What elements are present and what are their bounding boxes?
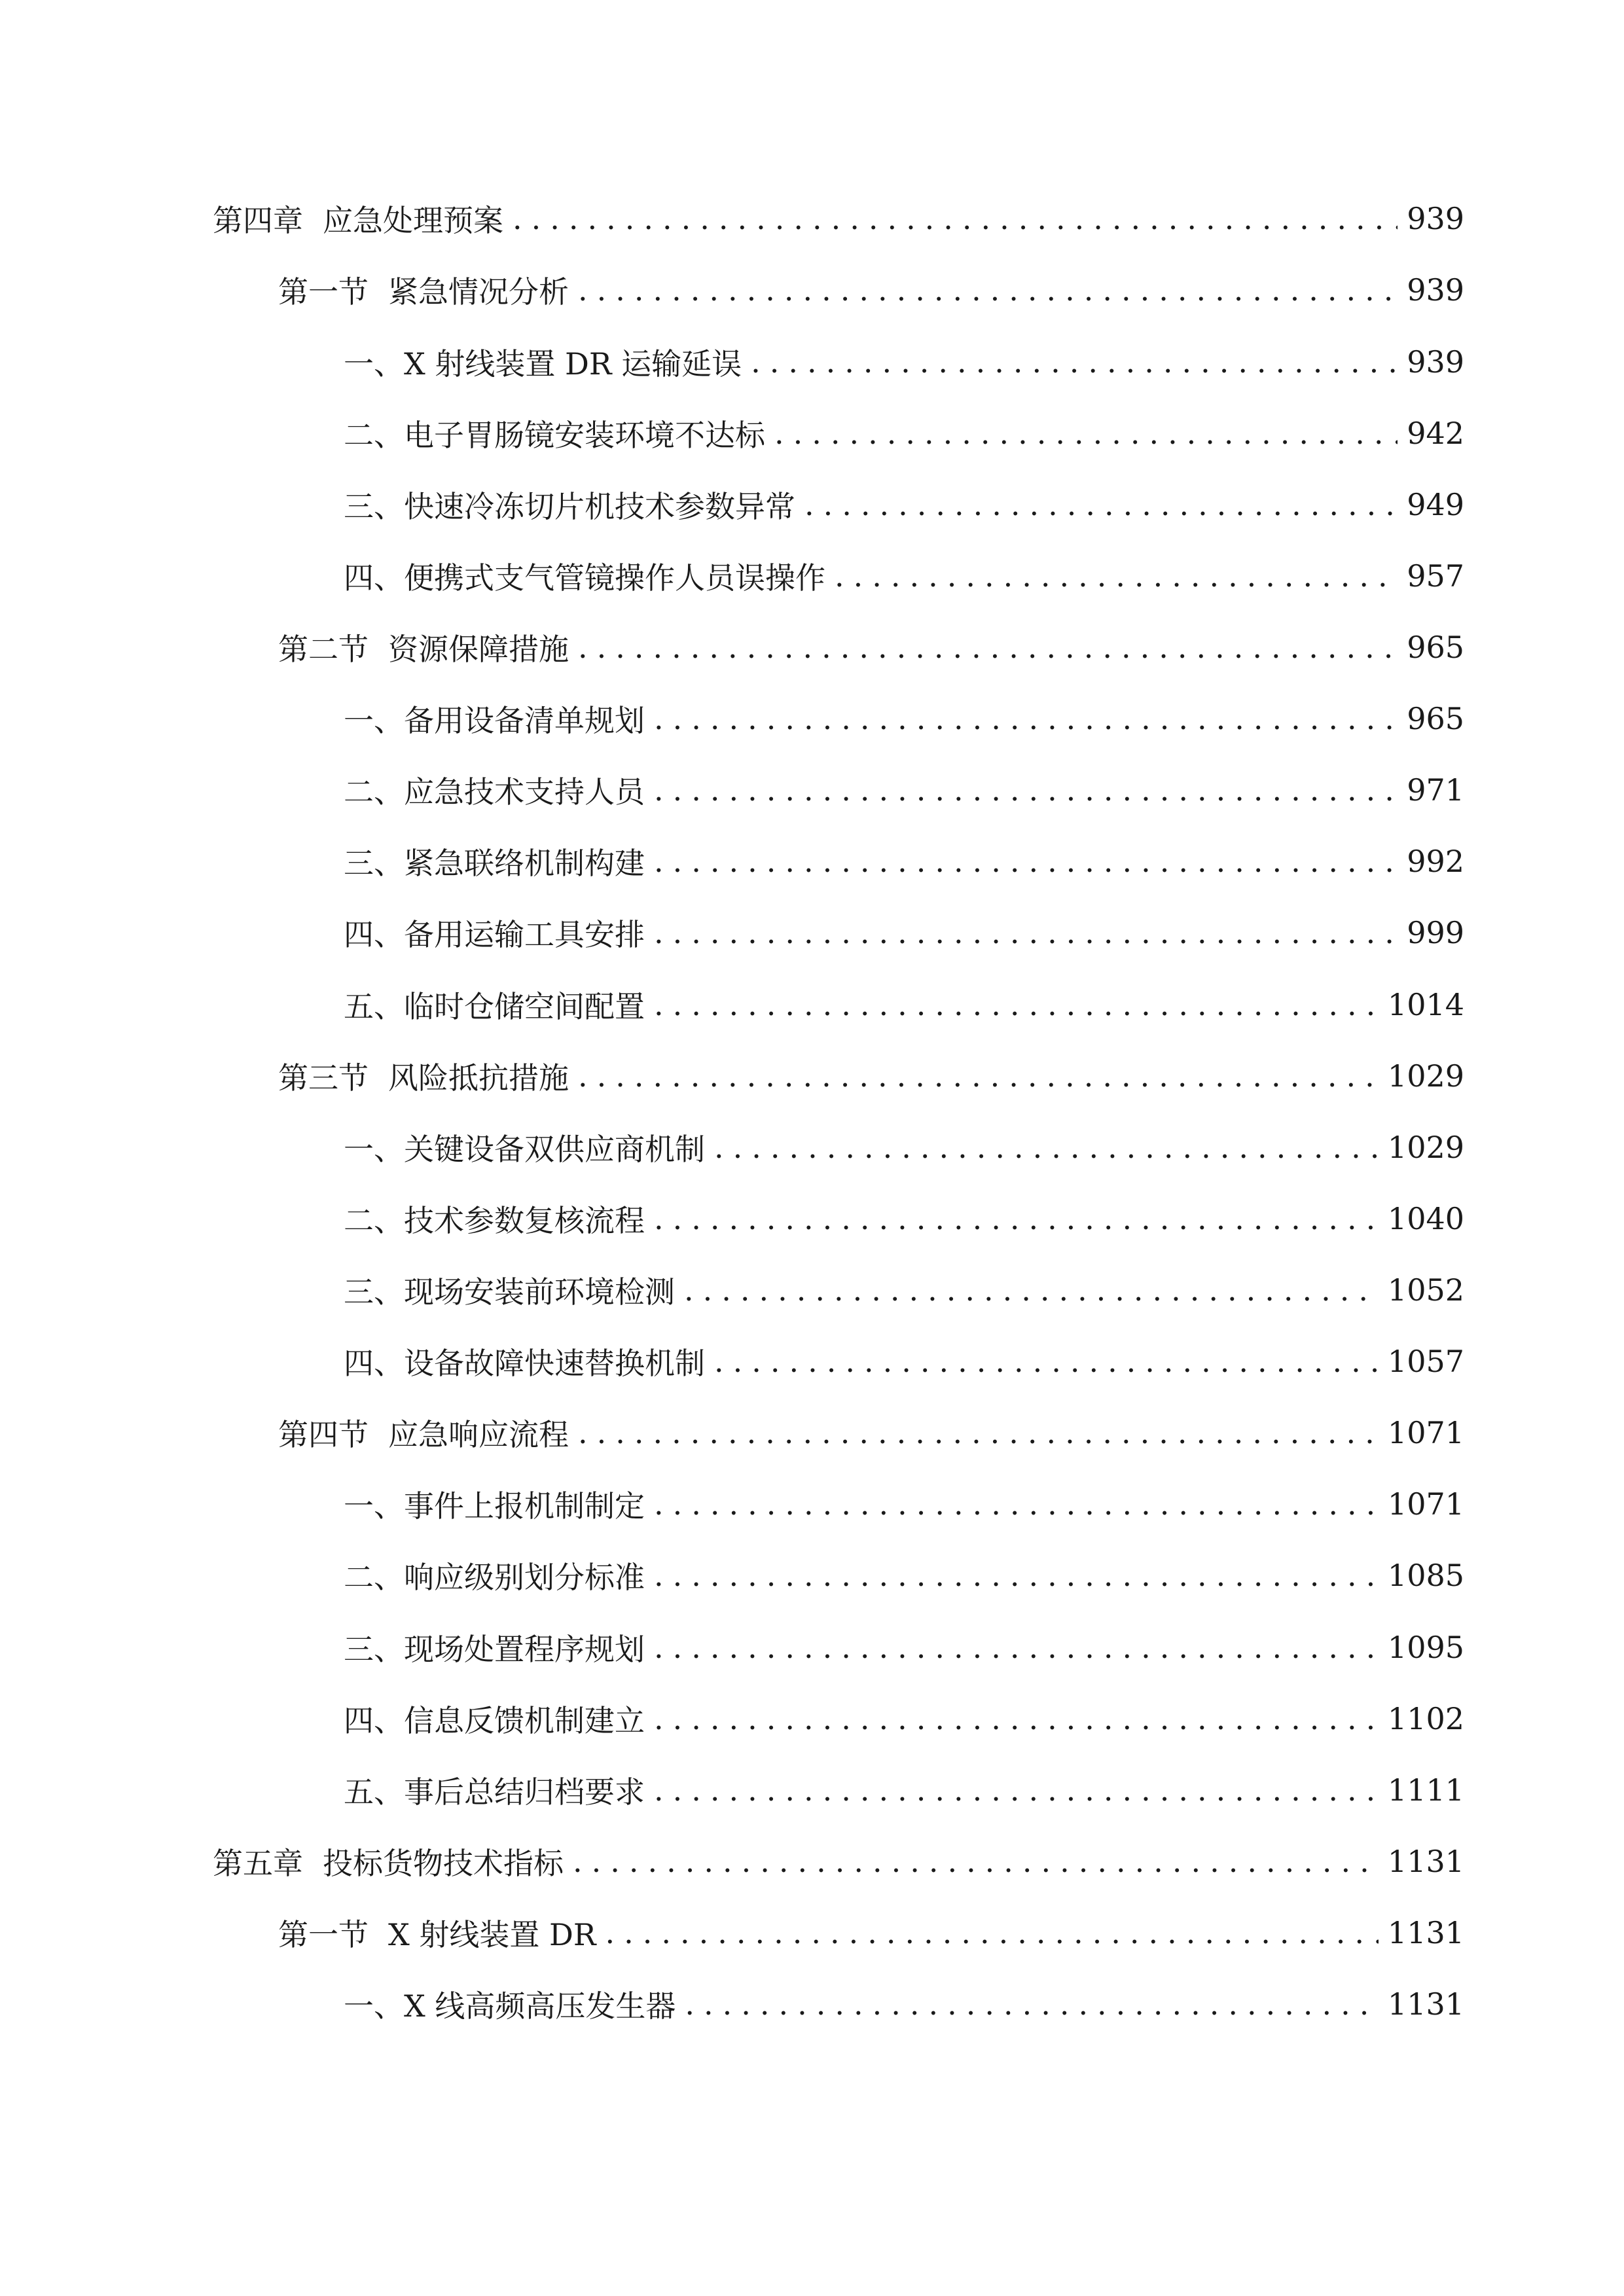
toc-leader-dots [835, 558, 1398, 594]
toc-entry-number: 第三节 [278, 1060, 369, 1096]
toc-entry-page: 1131 [1387, 1844, 1464, 1879]
toc-entry-page: 939 [1407, 201, 1464, 236]
toc-entry-number: 第五章 [213, 1846, 303, 1881]
toc-entry-page: 1085 [1387, 1558, 1464, 1593]
toc-entry[interactable] [278, 1052, 1464, 1100]
toc-leader-dots [685, 1986, 1379, 2022]
toc-leader-dots [578, 630, 1398, 665]
toc-leader-dots [714, 1344, 1379, 1379]
toc-entry-title: 事后总结归档要求 [404, 1774, 645, 1810]
toc-entry-page: 1071 [1387, 1486, 1464, 1522]
toc-entry-number: 二、 [344, 418, 404, 453]
toc-entry[interactable] [344, 1767, 1464, 1814]
toc-entry-title: 风险抵抗措施 [388, 1060, 569, 1096]
toc-entry-page: 942 [1407, 416, 1464, 451]
toc-leader-dots [654, 1201, 1379, 1236]
toc-entry-number: 二、 [344, 774, 404, 810]
toc-entry-number: 第四节 [278, 1417, 369, 1452]
toc-entry-number: 五、 [344, 989, 404, 1024]
toc-entry-page: 1102 [1387, 1701, 1464, 1736]
toc-entry-page: 1052 [1387, 1272, 1464, 1308]
toc-entry-title: 备用运输工具安排 [404, 917, 645, 952]
toc-entry[interactable] [344, 1124, 1464, 1171]
toc-entry-number: 四、 [344, 1703, 404, 1738]
toc-entry-page: 1111 [1387, 1772, 1464, 1808]
toc-entry-title: 应急处理预案 [323, 203, 503, 238]
toc-entry-number: 四、 [344, 1346, 404, 1381]
toc-leader-dots [654, 1772, 1379, 1808]
toc-entry-number: 第一节 [278, 1917, 369, 1952]
toc-leader-dots [684, 1272, 1379, 1308]
toc-entry-title: X 射线装置 DR 运输延误 [404, 346, 742, 382]
toc-entry-page: 1029 [1387, 1058, 1464, 1094]
toc-entry-number: 四、 [344, 917, 404, 952]
toc-entry-page: 1029 [1387, 1130, 1464, 1165]
toc-entry-number: 三、 [344, 846, 404, 881]
toc-entry[interactable] [344, 481, 1464, 528]
toc-entry-number: 一、 [344, 1132, 404, 1167]
toc-entry-number: 四、 [344, 560, 404, 596]
toc-entry-title: 关键设备双供应商机制 [404, 1132, 705, 1167]
toc-entry-title: 便携式支气管镜操作人员误操作 [404, 560, 825, 596]
toc-entry-title: 现场安装前环境检测 [404, 1274, 675, 1310]
toc-entry-page: 939 [1407, 272, 1464, 308]
toc-entry[interactable] [344, 981, 1464, 1028]
toc-entry-number: 第一节 [278, 274, 369, 310]
toc-entry-page: 1014 [1387, 987, 1464, 1022]
toc-entry-number: 一、 [344, 346, 404, 382]
toc-entry-title: 现场处置程序规划 [404, 1632, 645, 1667]
toc-leader-dots [654, 844, 1398, 879]
toc-entry-page: 1057 [1387, 1344, 1464, 1379]
toc-entry[interactable] [344, 1552, 1464, 1599]
toc-entry-title: 信息反馈机制建立 [404, 1703, 645, 1738]
toc-entry[interactable] [344, 695, 1464, 742]
toc-entry[interactable] [344, 552, 1464, 600]
toc-entry-title: 快速冷冻切片机技术参数异常 [404, 489, 795, 524]
toc-leader-dots [804, 487, 1398, 522]
toc-entry-title: 应急响应流程 [388, 1417, 569, 1452]
toc-entry-page: 949 [1407, 487, 1464, 522]
toc-leader-dots [654, 1630, 1379, 1665]
toc-entry-page: 971 [1407, 772, 1464, 808]
toc-entry-page: 1040 [1387, 1201, 1464, 1236]
toc-entry-number: 五、 [344, 1774, 404, 1810]
toc-entry-title: X 线高频高压发生器 [404, 1988, 676, 2024]
toc-entry[interactable] [344, 838, 1464, 885]
toc-entry-number: 二、 [344, 1560, 404, 1595]
toc-entry-page: 992 [1407, 844, 1464, 879]
toc-entry-title: 事件上报机制制定 [404, 1488, 645, 1524]
toc-entry-number: 三、 [344, 1632, 404, 1667]
toc-leader-dots [654, 772, 1398, 808]
toc-entry[interactable] [278, 266, 1464, 314]
toc-leader-dots [654, 1486, 1379, 1522]
toc-leader-dots [578, 1058, 1379, 1094]
toc-leader-dots [654, 987, 1379, 1022]
toc-entry-title: 技术参数复核流程 [404, 1203, 645, 1238]
toc-entry-number: 第四章 [213, 203, 303, 238]
toc-entry-number: 三、 [344, 489, 404, 524]
toc-leader-dots [654, 1701, 1379, 1736]
toc-leader-dots [513, 201, 1398, 236]
toc-entry-title: 设备故障快速替换机制 [404, 1346, 705, 1381]
toc-entry[interactable] [344, 1624, 1464, 1671]
toc-entry-title: 响应级别划分标准 [404, 1560, 645, 1595]
toc-leader-dots [751, 344, 1398, 380]
toc-entry[interactable] [344, 410, 1464, 457]
toc-entry[interactable] [344, 766, 1464, 814]
toc-leader-dots [573, 1844, 1379, 1879]
toc-entry[interactable] [344, 1195, 1464, 1242]
toc-entry-title: 紧急联络机制构建 [404, 846, 645, 881]
toc-entry-page: 1131 [1387, 1986, 1464, 2022]
toc-entry-title: 应急技术支持人员 [404, 774, 645, 810]
toc-entry-page: 1131 [1387, 1915, 1464, 1950]
toc-entry[interactable] [344, 338, 1464, 386]
toc-entry-page: 965 [1407, 630, 1464, 665]
toc-entry-page: 939 [1407, 344, 1464, 380]
toc-entry-page: 965 [1407, 701, 1464, 736]
toc-entry-page: 957 [1407, 558, 1464, 594]
toc-entry[interactable] [344, 909, 1464, 956]
toc-entry-number: 三、 [344, 1274, 404, 1310]
toc-entry-number: 一、 [344, 1488, 404, 1524]
toc-entry-page: 1095 [1387, 1630, 1464, 1665]
toc-entry-title: 紧急情况分析 [388, 274, 569, 310]
toc-entry-title: X 射线装置 DR [388, 1917, 596, 1952]
toc-leader-dots [714, 1130, 1379, 1165]
toc-entry-number: 一、 [344, 1988, 404, 2024]
toc-leader-dots [605, 1915, 1379, 1950]
toc-entry[interactable] [278, 624, 1464, 671]
toc-entry[interactable] [344, 1480, 1464, 1528]
toc-entry-title: 资源保障措施 [388, 632, 569, 667]
toc-entry[interactable] [344, 1338, 1464, 1385]
toc-leader-dots [654, 701, 1398, 736]
toc-leader-dots [578, 1415, 1379, 1450]
toc-entry[interactable] [344, 1266, 1464, 1314]
toc-leader-dots [654, 915, 1398, 950]
toc-entry-title: 电子胃肠镜安装环境不达标 [404, 418, 765, 453]
toc-entry[interactable] [344, 1695, 1464, 1742]
toc-entry-number: 二、 [344, 1203, 404, 1238]
toc-entry[interactable] [278, 1909, 1464, 1956]
toc-entry[interactable] [213, 1838, 1464, 1885]
toc-leader-dots [774, 416, 1398, 451]
toc-entry-page: 999 [1407, 915, 1464, 950]
toc-entry-title: 投标货物技术指标 [323, 1846, 564, 1881]
toc-entry-title: 备用设备清单规划 [404, 703, 645, 738]
toc-leader-dots [654, 1558, 1379, 1593]
toc-entry-page: 1071 [1387, 1415, 1464, 1450]
toc-entry[interactable] [213, 195, 1464, 242]
toc-entry[interactable] [344, 1981, 1464, 2028]
toc-leader-dots [578, 272, 1398, 308]
toc-entry-title: 临时仓储空间配置 [404, 989, 645, 1024]
toc-entry-number: 第二节 [278, 632, 369, 667]
toc-entry-number: 一、 [344, 703, 404, 738]
toc-entry[interactable] [278, 1409, 1464, 1456]
